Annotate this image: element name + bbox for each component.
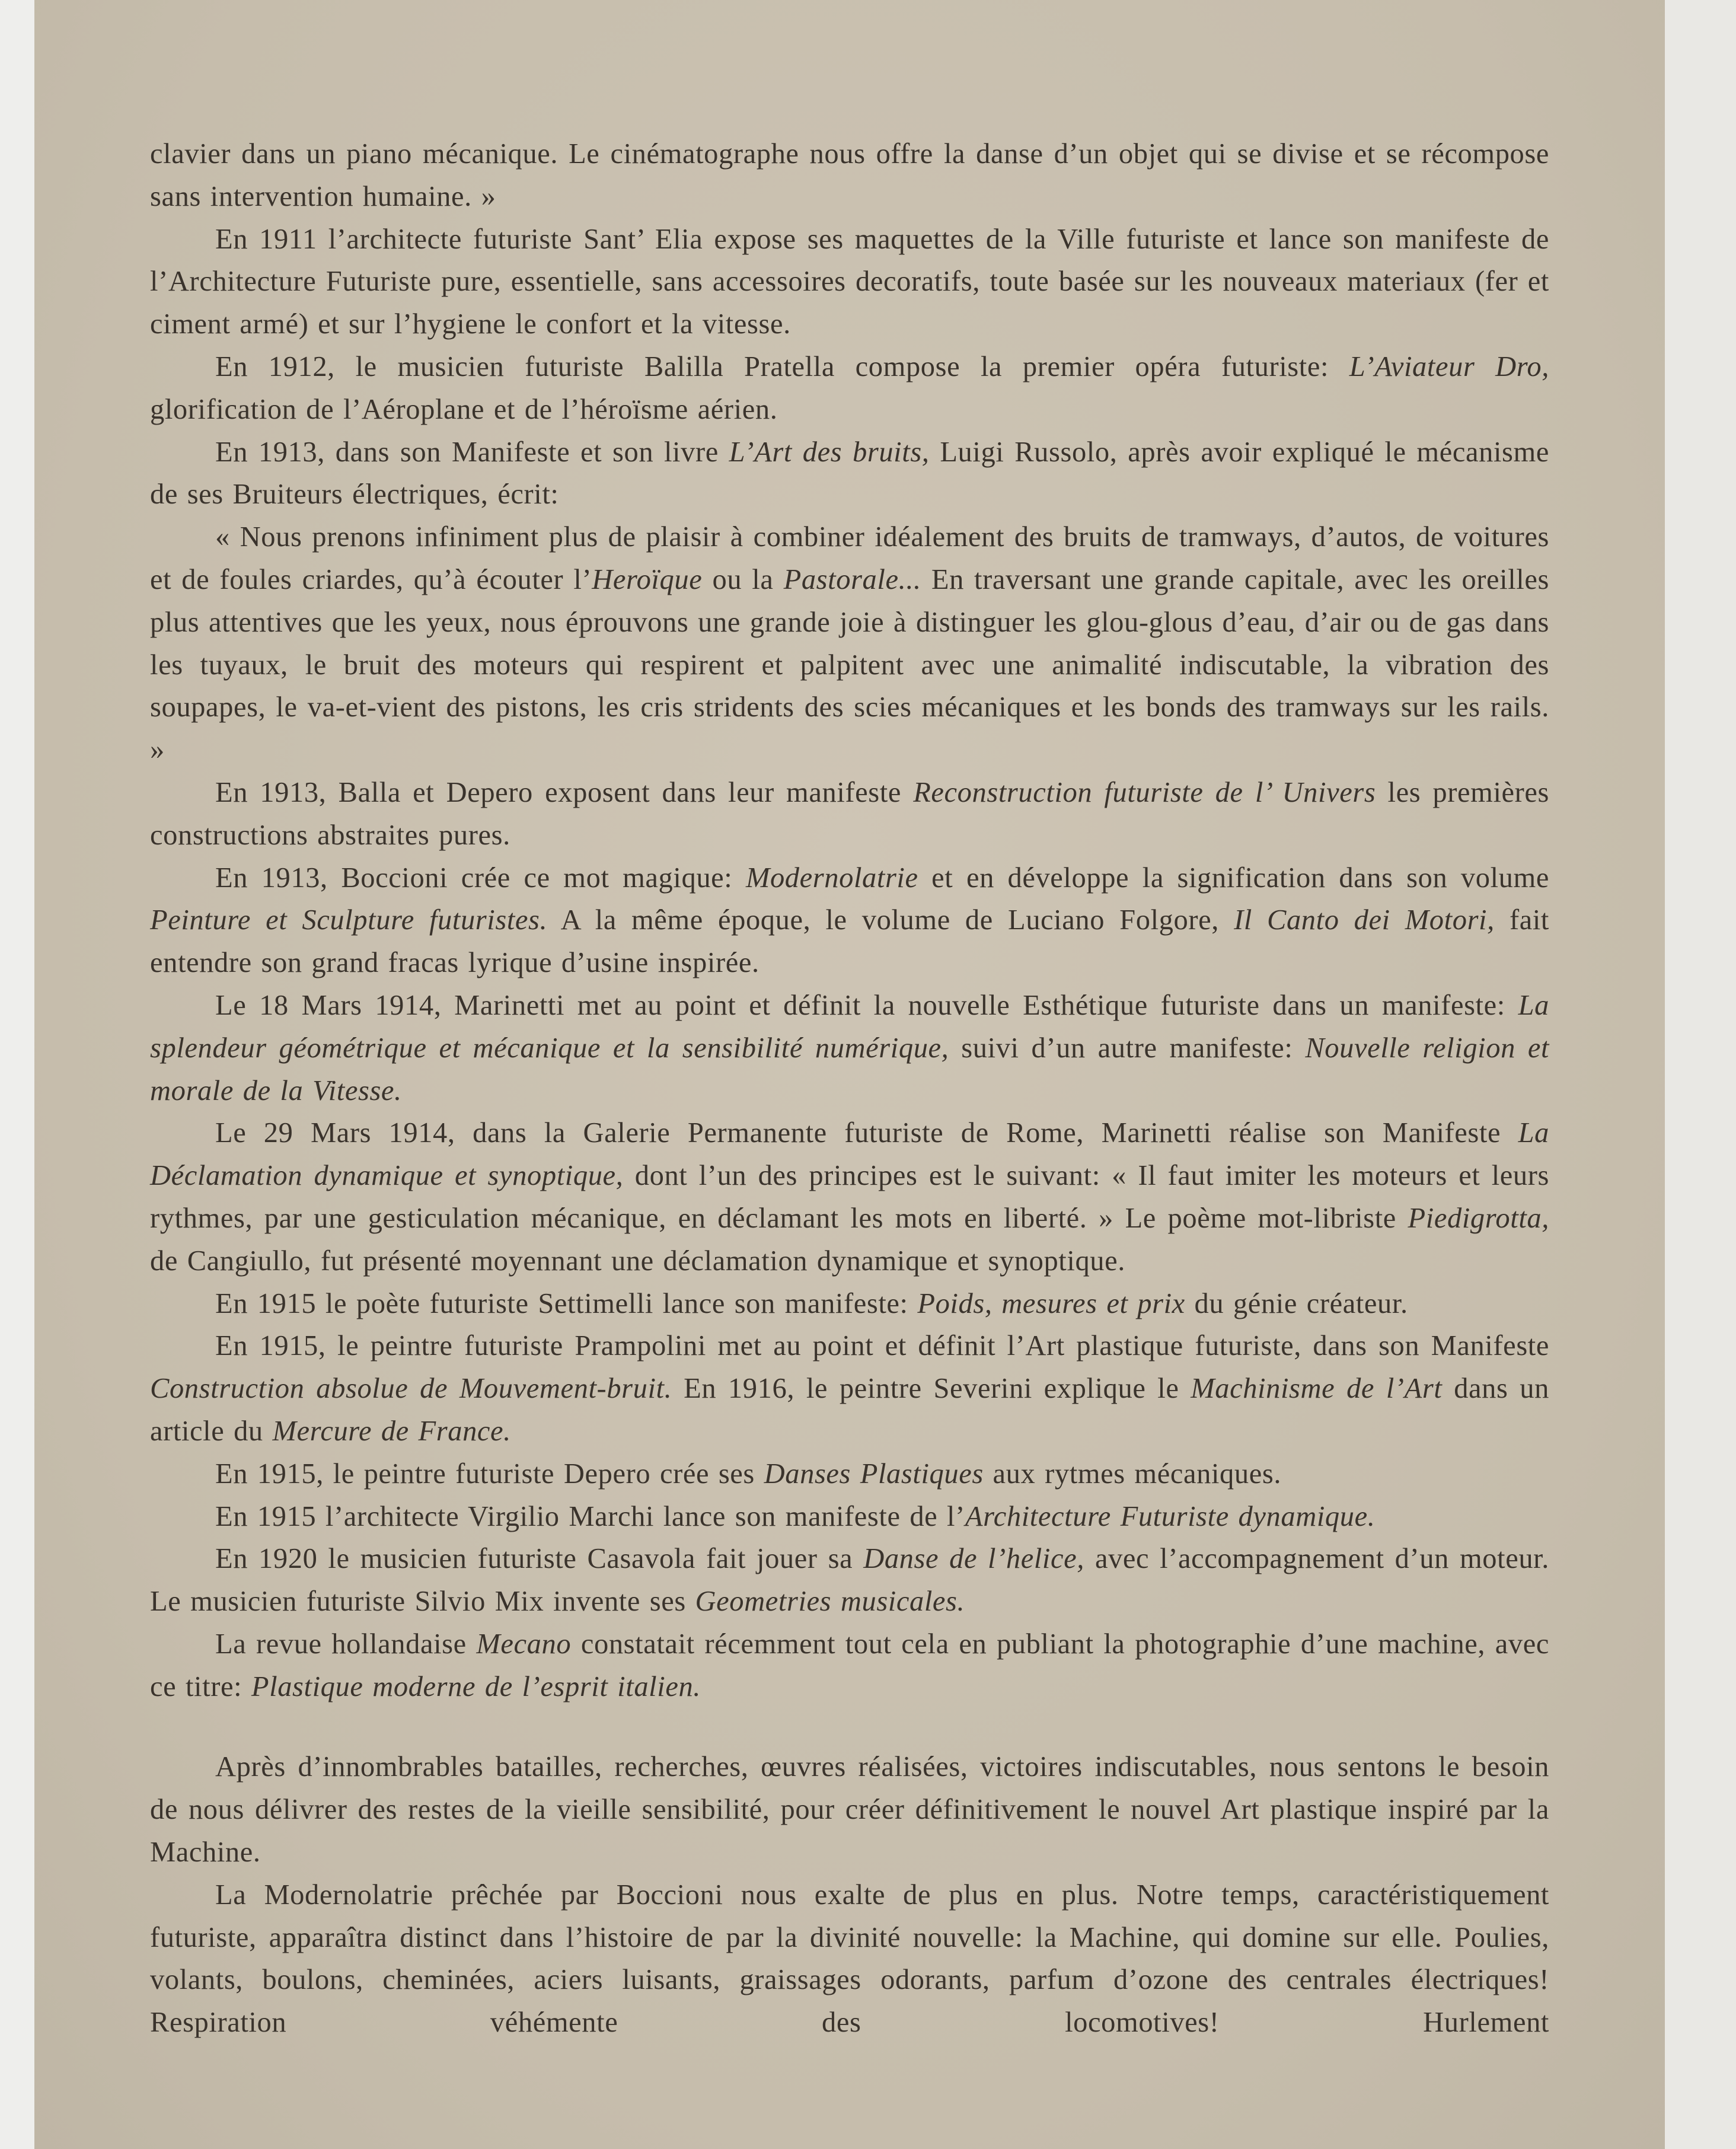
italic-title: Machinisme de l’Art xyxy=(1191,1373,1443,1405)
paragraph xyxy=(150,1283,1549,1325)
article-text xyxy=(150,133,1549,2044)
italic-title: Danses Plastiques xyxy=(764,1458,984,1490)
italic-title: Pastorale... xyxy=(783,563,921,595)
text-run: Après d’innombrables batailles, recherches, œuvres réalisées, victoires indiscutables, nous sentons le besoin de nous délivrer des restes de la vieille sensibilité, pour créer définitivement le nouvel Art plastique inspiré par la Machine. xyxy=(150,1751,1549,1869)
text-run: de Cangiullo, fut présenté moyennant une déclamation dynamique et synoptique. xyxy=(150,1245,1125,1277)
paragraph xyxy=(150,771,1549,857)
paragraph xyxy=(150,1623,1549,1708)
paragraph xyxy=(150,1325,1549,1452)
italic-title: Nouvelle religion et morale de la Vitesse. xyxy=(150,1032,1550,1107)
italic-title: Architecture Futuriste dynamique. xyxy=(965,1500,1376,1532)
text-run: les premières constructions abstraites pures. xyxy=(150,776,1550,851)
italic-title: Reconstruction futuriste de l’ Univers xyxy=(913,776,1376,808)
italic-title: Modernolatrie xyxy=(745,862,918,894)
text-run: glorification de l’Aéroplane et de l’héroïsme aérien. xyxy=(150,393,778,425)
scan-margin xyxy=(1665,0,1736,2149)
text-run: fait entendre son grand fracas lyrique d’usine inspirée. xyxy=(150,904,1549,979)
text-run: En 1912, le musicien futuriste Balilla Pratella compose la premier opéra futuriste: xyxy=(215,350,1349,382)
paragraph xyxy=(150,1112,1549,1282)
text-run: En 1915 le poète futuriste Settimelli lance son manifeste: xyxy=(215,1287,918,1319)
paragraph xyxy=(150,1746,1549,1873)
italic-title: Geometries musicales. xyxy=(695,1586,965,1618)
italic-title: Plastique moderne de l’esprit italien. xyxy=(251,1670,701,1702)
italic-title: Piedigrotta, xyxy=(1408,1202,1549,1234)
text-run: La revue hollandaise xyxy=(215,1628,477,1660)
paragraph xyxy=(150,218,1549,346)
text-run: En 1916, le peintre Severini explique le xyxy=(672,1373,1191,1405)
text-run: du génie créateur. xyxy=(1185,1287,1408,1319)
paragraph xyxy=(150,857,1549,984)
paragraph xyxy=(150,984,1549,1112)
text-run: En 1913, dans son Manifeste et son livre xyxy=(215,436,729,468)
italic-title: L’Art des bruits, xyxy=(729,436,930,468)
text-run: A la même époque, le volume de Luciano Folgore, xyxy=(547,904,1234,936)
text-run: constatait récemment tout cela en publiant la photographie d’une machine, avec ce titre: xyxy=(150,1628,1550,1702)
text-run: clavier dans un piano mécanique. Le cinématographe nous offre la danse d’un objet qui se divise et se récompose sans intervention humaine. » xyxy=(150,138,1549,212)
text-run: Luigi Russolo, après avoir expliqué le mécanisme de ses Bruiteurs électriques, écrit: xyxy=(150,436,1549,511)
text-run: En 1915, le peintre futuriste Depero crée ses xyxy=(215,1458,764,1490)
text-run: En 1915 l’architecte Virgilio Marchi lance son manifeste de l’ xyxy=(215,1500,965,1532)
italic-title: Danse de l’helice, xyxy=(863,1543,1084,1575)
text-run: En 1913, Boccioni crée ce mot magique: xyxy=(215,862,746,894)
italic-title: Mecano xyxy=(476,1628,572,1660)
italic-title: Construction absolue de Mouvement-bruit. xyxy=(150,1373,672,1405)
text-run: suivi d’un autre manifeste: xyxy=(949,1032,1306,1064)
text-run: et en développe la signification dans son volume xyxy=(918,862,1549,894)
text-run: dans un article du xyxy=(150,1373,1549,1447)
italic-title: La Déclamation dynamique et synoptique, xyxy=(150,1117,1549,1192)
paragraph xyxy=(150,1538,1549,1623)
paragraph xyxy=(150,1874,1549,2044)
italic-title: Il Canto dei Motori, xyxy=(1234,904,1495,936)
italic-title: La splendeur géométrique et mécanique et la sensibilité numérique, xyxy=(150,989,1549,1064)
text-run: Le 18 Mars 1914, Marinetti met au point et définit la nouvelle Esthétique futuriste dans un manifeste: xyxy=(215,989,1518,1021)
italic-title: L’Aviateur Dro, xyxy=(1349,350,1549,382)
text-run: En traversant une grande capitale, avec les oreilles plus attentives que les yeux, nous éprouvons une grande joie à distinguer les glou-glous d’eau, d’air ou de gas dans les tuyaux, le bruit des moteurs qui respirent et palpitent avec une animalité indiscutable, la vibration des soupapes, le va-et-vient des pistons, les cris stridents des scies mécaniques et les bonds des tramways sur les rails. » xyxy=(150,563,1549,766)
text-run: Le 29 Mars 1914, dans la Galerie Permanente futuriste de Rome, Marinetti réalise son Manifeste xyxy=(215,1117,1518,1149)
italic-title: Mercure de France. xyxy=(272,1415,511,1447)
paragraph xyxy=(150,516,1549,771)
text-run: avec l’accompagnement d’un moteur. Le musicien futuriste Silvio Mix invente ses xyxy=(150,1543,1549,1618)
paragraph xyxy=(150,1496,1549,1538)
paragraph xyxy=(150,133,1549,218)
text-run: La Modernolatrie prêchée par Boccioni nous exalte de plus en plus. Notre temps, caractéristiquement futuriste, apparaîtra distinct dans l’histoire de par la divinité nouvelle: la Machine, qui domine sur elle. Poulies, volants, boulons, cheminées, aciers luisants, graissages odorants, parfum d’ozone des centrales électriques! Respiration véhémente des locomotives! Hurlement xyxy=(150,1879,1549,2039)
paragraph xyxy=(150,346,1549,431)
text-run: ou la xyxy=(702,563,784,595)
text-run: En 1915, le peintre futuriste Prampolini met au point et définit l’Art plastique futuriste, dans son Manifeste xyxy=(215,1330,1549,1362)
paragraph xyxy=(150,1453,1549,1496)
text-run: dont l’un des principes est le suivant: « Il faut imiter les moteurs et leurs rythmes, par une gesticulation mécanique, en déclamant les mots en liberté. » Le poème mot-libriste xyxy=(150,1160,1550,1234)
text-run: « Nous prenons infiniment plus de plaisir à combiner idéalement des bruits de tramways, d’autos, de voitures et de foules criardes, qu’à écouter l’ xyxy=(150,521,1549,595)
italic-title: Heroïque xyxy=(592,563,703,595)
text-run: En 1920 le musicien futuriste Casavola fait jouer sa xyxy=(215,1543,864,1575)
italic-title: Peinture et Sculpture futuristes. xyxy=(150,904,548,936)
paragraph xyxy=(150,431,1549,516)
text-run: En 1913, Balla et Depero exposent dans leur manifeste xyxy=(215,776,914,808)
text-run: En 1911 l’architecte futuriste Sant’ Elia expose ses maquettes de la Ville futuriste et lance son manifeste de l’Architecture Futuriste pure, essentielle, sans accessoires decoratifs, toute basée sur les nouveaux materiaux (fer et ciment armé) et sur l’hygiene le confort et la vitesse. xyxy=(150,223,1549,340)
italic-title: Poids, mesures et prix xyxy=(917,1287,1185,1319)
text-run: aux rytmes mécaniques. xyxy=(983,1458,1282,1490)
